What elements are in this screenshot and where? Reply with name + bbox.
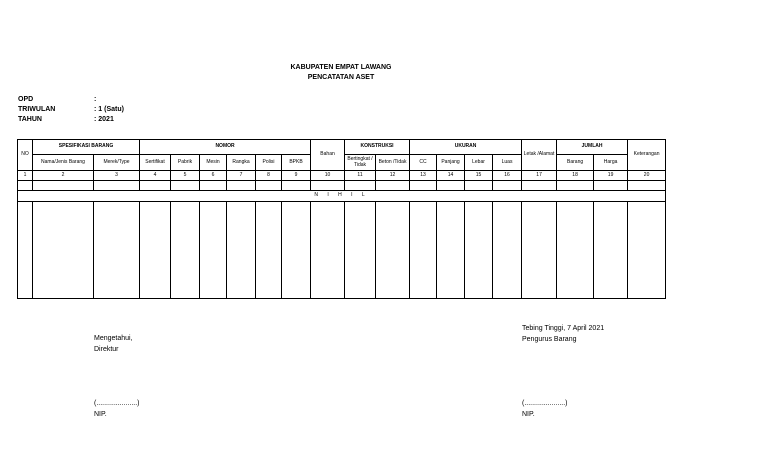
- nihil-label: N I H I L: [18, 191, 666, 202]
- col-number: 20: [628, 171, 666, 181]
- meta-tahun: [18, 116, 124, 126]
- th-ukuran: UKURAN: [410, 140, 522, 155]
- signature-name-placeholder: (.....................): [522, 400, 568, 407]
- director-label: Direktur: [94, 346, 119, 353]
- meta-opd: [18, 96, 124, 106]
- officer-role: Pengurus Barang: [522, 336, 577, 343]
- meta-value: : 2021: [94, 116, 114, 123]
- th-barang: Barang: [557, 155, 594, 171]
- col-number: 13: [410, 171, 437, 181]
- col-number: 7: [227, 171, 256, 181]
- acknowledged-label: Mengetahui,: [94, 335, 133, 342]
- report-title-regency: KABUPATEN EMPAT LAWANG: [290, 64, 392, 71]
- th-jumlah: JUMLAH: [557, 140, 628, 155]
- th-rangka: Rangka: [227, 155, 256, 171]
- meta-label: TRIWULAN: [18, 106, 56, 113]
- th-bertingkat: Bertingkat / Tidak: [345, 155, 376, 171]
- col-number: 16: [493, 171, 522, 181]
- th-bahan: Bahan: [311, 140, 345, 171]
- nip-label: NIP.: [522, 411, 535, 418]
- th-no: NO: [18, 140, 33, 171]
- meta-triwulan: [18, 106, 124, 116]
- th-polisi: Polisi: [256, 155, 282, 171]
- signature-right-block: [522, 398, 568, 420]
- place-date: Tebing Tinggi, 7 April 2021: [522, 325, 605, 332]
- nihil-row: [18, 191, 666, 202]
- th-letak: Letak /Alamat: [522, 140, 557, 171]
- asset-table: [17, 139, 666, 299]
- col-number: 1: [18, 171, 33, 181]
- col-number: 17: [522, 171, 557, 181]
- meta-value: :: [94, 96, 97, 103]
- report-title-asset: PENCATATAN ASET: [307, 74, 375, 81]
- th-luas: Luas: [493, 155, 522, 171]
- col-number: 12: [376, 171, 410, 181]
- col-number: 9: [282, 171, 311, 181]
- col-number: 10: [311, 171, 345, 181]
- th-konstruksi: KONSTRUKSI: [345, 140, 410, 155]
- th-mesin: Mesin: [200, 155, 227, 171]
- th-harga: Harga: [594, 155, 628, 171]
- col-number: 6: [200, 171, 227, 181]
- th-nomor: NOMOR: [140, 140, 311, 155]
- col-number: 4: [140, 171, 171, 181]
- col-number: 2: [33, 171, 94, 181]
- blank-row: [18, 181, 666, 191]
- col-number: 11: [345, 171, 376, 181]
- col-number: 8: [256, 171, 282, 181]
- col-number: 19: [594, 171, 628, 181]
- th-pabrik: Pabrik: [171, 155, 200, 171]
- th-merek: Merek/Type: [94, 155, 140, 171]
- th-beton: Beton /Tidak: [376, 155, 410, 171]
- th-panjang: Panjang: [437, 155, 465, 171]
- data-body-row: [18, 202, 666, 299]
- column-number-row: [18, 171, 666, 181]
- col-number: 3: [94, 171, 140, 181]
- th-spesifikasi: SPESIFIKASI BARANG: [33, 140, 140, 155]
- meta-label: OPD: [18, 96, 34, 103]
- meta-value: : 1 (Satu): [94, 106, 124, 113]
- signature-left-title: [94, 333, 133, 355]
- col-number: 14: [437, 171, 465, 181]
- th-lebar: Lebar: [465, 155, 493, 171]
- th-cc: CC: [410, 155, 437, 171]
- signature-right-title: [522, 323, 604, 345]
- signature-left-block: [94, 398, 140, 420]
- meta-label: TAHUN: [18, 116, 42, 123]
- col-number: 5: [171, 171, 200, 181]
- th-bpkb: BPKB: [282, 155, 311, 171]
- th-nama: Nama/Jenis Barang: [33, 155, 94, 171]
- header-row-groups: [18, 140, 666, 155]
- col-number: 15: [465, 171, 493, 181]
- nip-label: NIP.: [94, 411, 107, 418]
- th-keterangan: Keterangan: [628, 140, 666, 171]
- report-meta: [18, 96, 124, 126]
- col-number: 18: [557, 171, 594, 181]
- th-sertifikat: Sertifikat: [140, 155, 171, 171]
- signature-name-placeholder: (.....................): [94, 400, 140, 407]
